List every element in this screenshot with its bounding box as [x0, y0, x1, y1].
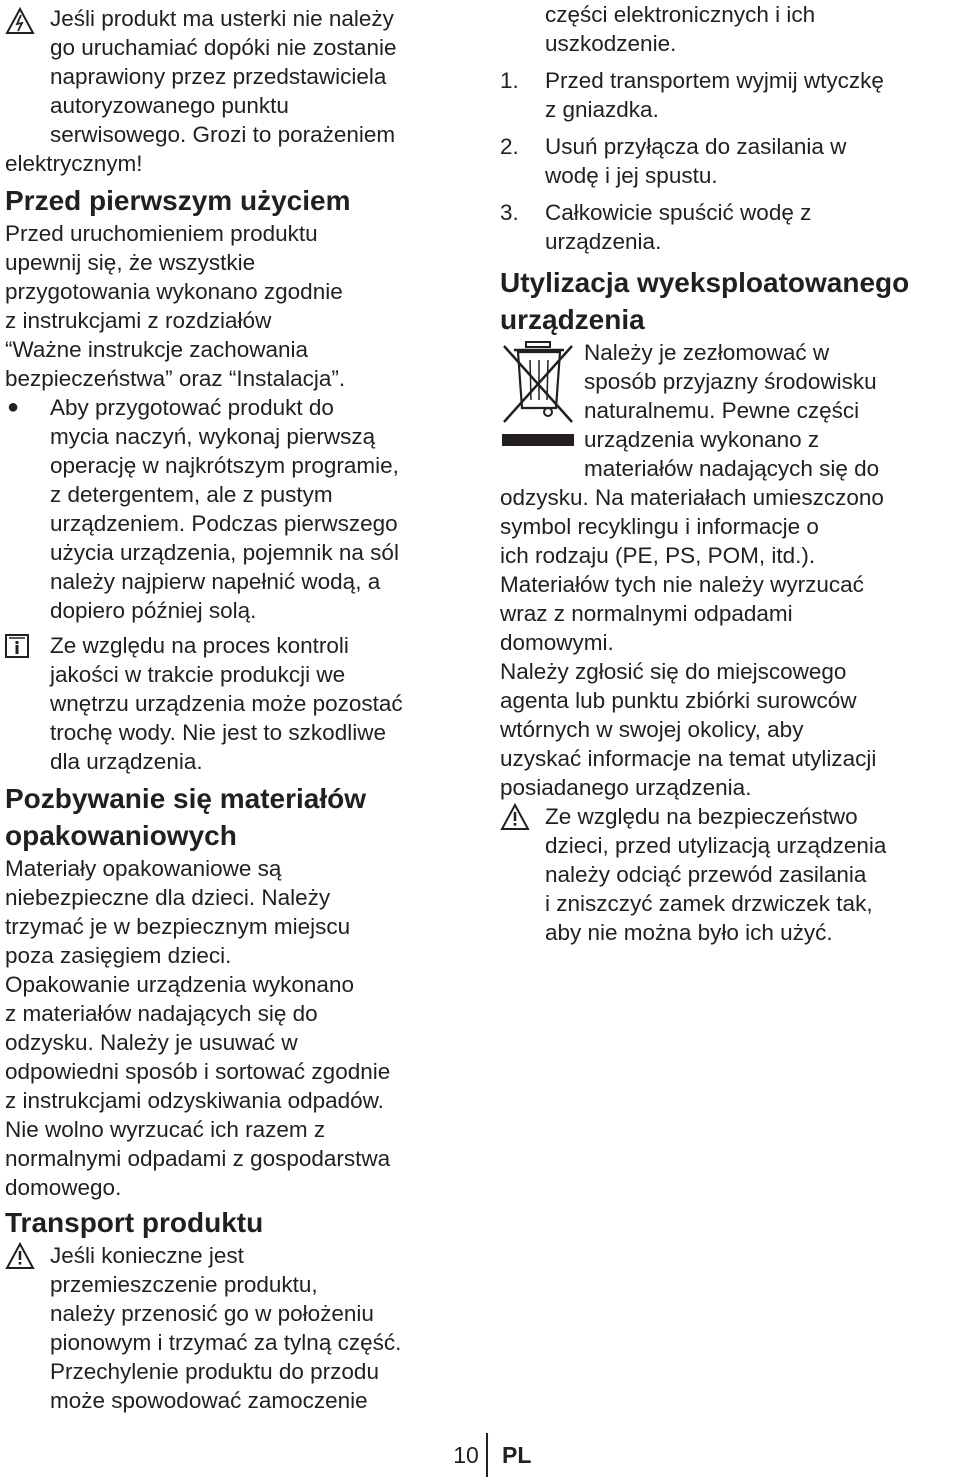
paragraph-line: Należy zgłosić się do miejscowego [500, 659, 847, 684]
info-icon [5, 631, 50, 658]
paragraph-line: domowymi. [500, 630, 614, 655]
bullet-line: z detergentem, ale z pustym [50, 482, 333, 507]
warning-line: Jeśli produkt ma usterki nie należy [50, 6, 394, 31]
heading-packaging-line: opakowaniowych [5, 820, 237, 851]
paragraph-line: agenta lub punktu zbiórki surowców [500, 688, 857, 713]
transport-step [500, 66, 960, 124]
paragraph-line: Materiałów tych nie należy wyrzucać [500, 572, 864, 597]
weee-line: urządzenia wykonano z [584, 427, 820, 452]
bullet-line: mycia naczyń, wykonaj pierwszą [50, 424, 376, 449]
warning-icon [500, 802, 545, 831]
step-number: 3. [500, 200, 519, 225]
step-number: 2. [500, 134, 519, 159]
paragraph-line: Przed uruchomieniem produktu [5, 221, 318, 246]
continuation-line: części elektronicznych i ich [545, 2, 816, 27]
transport-step [500, 132, 960, 190]
warning-line-last: elektrycznym! [5, 151, 143, 176]
step-line: urządzenia. [545, 229, 662, 254]
bullet-line: Aby przygotować produkt do [50, 395, 334, 420]
weee-line: sposób przyjazny środowisku [584, 369, 877, 394]
info-line: Ze względu na proces kontroli [50, 633, 349, 658]
bullet-icon: ● [7, 396, 20, 418]
before-first-use-body [5, 219, 470, 393]
paragraph-line: wtórnych w swojej okolicy, aby [500, 717, 804, 742]
bullet-line: urządzeniem. Podczas pierwszego [50, 511, 398, 536]
packaging-body [5, 854, 470, 1202]
paragraph-line: z instrukcjami odzyskiwania odpadów. [5, 1088, 384, 1113]
paragraph-line: przygotowania wykonano zgodnie [5, 279, 343, 304]
weee-block [500, 338, 960, 483]
language-code: PL [502, 1441, 532, 1468]
paragraph-line: z materiałów nadających się do [5, 1001, 318, 1026]
paragraph-line: upewnij się, że wszystkie [5, 250, 256, 275]
paragraph-line: “Ważne instrukcje zachowania [5, 337, 309, 362]
paragraph-line: odzysku. Na materiałach umieszczono [500, 485, 884, 510]
paragraph-line: trzymać je w bezpiecznym miejscu [5, 914, 351, 939]
continuation-line: uszkodzenie. [545, 31, 677, 56]
step-number: 1. [500, 68, 519, 93]
step-line: Przed transportem wyjmij wtyczkę [545, 68, 884, 93]
warning-line: należy przenosić go w położeniu [50, 1301, 374, 1326]
paragraph-line: z instrukcjami z rozdziałów [5, 308, 272, 333]
weee-line: naturalnemu. Pewne części [584, 398, 860, 423]
paragraph-line: domowego. [5, 1175, 122, 1200]
paragraph-line: poza zasięgiem dzieci. [5, 943, 232, 968]
paragraph-line: symbol recyklingu i informacje o [500, 514, 819, 539]
transport-warning [5, 1241, 470, 1415]
first-run-bullet [5, 393, 470, 625]
heading-disposal-line: urządzenia [500, 304, 645, 335]
paragraph-line: niebezpieczne dla dzieci. Należy [5, 885, 331, 910]
warning-line: go uruchamiać dopóki nie zostanie [50, 35, 397, 60]
page-number: 10 [453, 1441, 479, 1468]
warning-line: Ze względu na bezpieczeństwo [545, 804, 858, 829]
heading-transport: Transport produktu [5, 1207, 264, 1238]
warning-line: przemieszczenie produktu, [50, 1272, 318, 1297]
info-line: jakości w trakcie produkcji we [50, 662, 346, 687]
warning-line: autoryzowanego punktu [50, 93, 289, 118]
weee-line: materiałów nadających się do [584, 456, 880, 481]
warning-line: i zniszczyć zamek drzwiczek tak, [545, 891, 873, 916]
warning-line: Jeśli konieczne jest [50, 1243, 244, 1268]
paragraph-line: Materiały opakowaniowe są [5, 856, 282, 881]
step-line: Usuń przyłącza do zasilania w [545, 134, 847, 159]
crossed-bin-icon [500, 338, 584, 464]
warning-line: Przechylenie produktu do przodu [50, 1359, 379, 1384]
paragraph-line: uzyskać informacje na temat utylizacji [500, 746, 877, 771]
heading-disposal-line: Utylizacja wyeksploatowanego [500, 267, 910, 298]
paragraph-line: Opakowanie urządzenia wykonano [5, 972, 354, 997]
info-line: dla urządzenia. [50, 749, 203, 774]
weee-line: Należy je zezłomować w [584, 340, 830, 365]
bullet-line: dopiero później solą. [50, 598, 257, 623]
bullet-line: użycia urządzenia, pojemnik na sól [50, 540, 399, 565]
warning-line: dzieci, przed utylizacją urządzenia [545, 833, 887, 858]
paragraph-line: bezpieczeństwa” oraz “Instalacja”. [5, 366, 346, 391]
bullet-line: należy najpierw napełnić wodą, a [50, 569, 381, 594]
disposal-body [500, 483, 960, 802]
paragraph-line: posiadanego urządzenia. [500, 775, 752, 800]
warning-line: należy odciąć przewód zasilania [545, 862, 867, 887]
warning-electric-icon [5, 4, 50, 35]
warning-line: pionowym i trzymać za tylną część. [50, 1330, 402, 1355]
warning-line: naprawiony przez przedstawiciela [50, 64, 387, 89]
left-column [5, 0, 470, 1415]
warning-icon [5, 1241, 50, 1270]
warning-line: aby nie można było ich użyć. [545, 920, 833, 945]
bullet-line: operację w najkrótszym programie, [50, 453, 399, 478]
paragraph-line: wraz z normalnymi odpadami [500, 601, 793, 626]
heading-before-first-use: Przed pierwszym użyciem [5, 185, 351, 216]
paragraph-line: normalnymi odpadami z gospodarstwa [5, 1146, 391, 1171]
step-line: wodę i jej spustu. [545, 163, 718, 188]
info-line: trochę wody. Nie jest to szkodliwe [50, 720, 386, 745]
right-column [500, 0, 960, 947]
paragraph-line: Nie wolno wyrzucać ich razem z [5, 1117, 326, 1142]
disposal-warning [500, 802, 960, 947]
warning-line: może spowodować zamoczenie [50, 1388, 368, 1413]
info-line: wnętrzu urządzenia może pozostać [50, 691, 403, 716]
transport-step [500, 198, 960, 256]
paragraph-line: odpowiedni sposób i sortować zgodnie [5, 1059, 391, 1084]
heading-packaging-line: Pozbywanie się materiałów [5, 783, 367, 814]
paragraph-line: ich rodzaju (PE, PS, POM, itd.). [500, 543, 816, 568]
page-footer [446, 1434, 531, 1476]
warning-unrepaired-block [5, 4, 470, 149]
step-line: Całkowicie spuścić wodę z [545, 200, 812, 225]
step-line: z gniazdka. [545, 97, 659, 122]
continuation-block [500, 0, 960, 58]
footer-divider [486, 1433, 488, 1477]
paragraph-line: odzysku. Należy je usuwać w [5, 1030, 298, 1055]
info-note [5, 631, 470, 776]
warning-line: serwisowego. Grozi to porażeniem [50, 122, 396, 147]
